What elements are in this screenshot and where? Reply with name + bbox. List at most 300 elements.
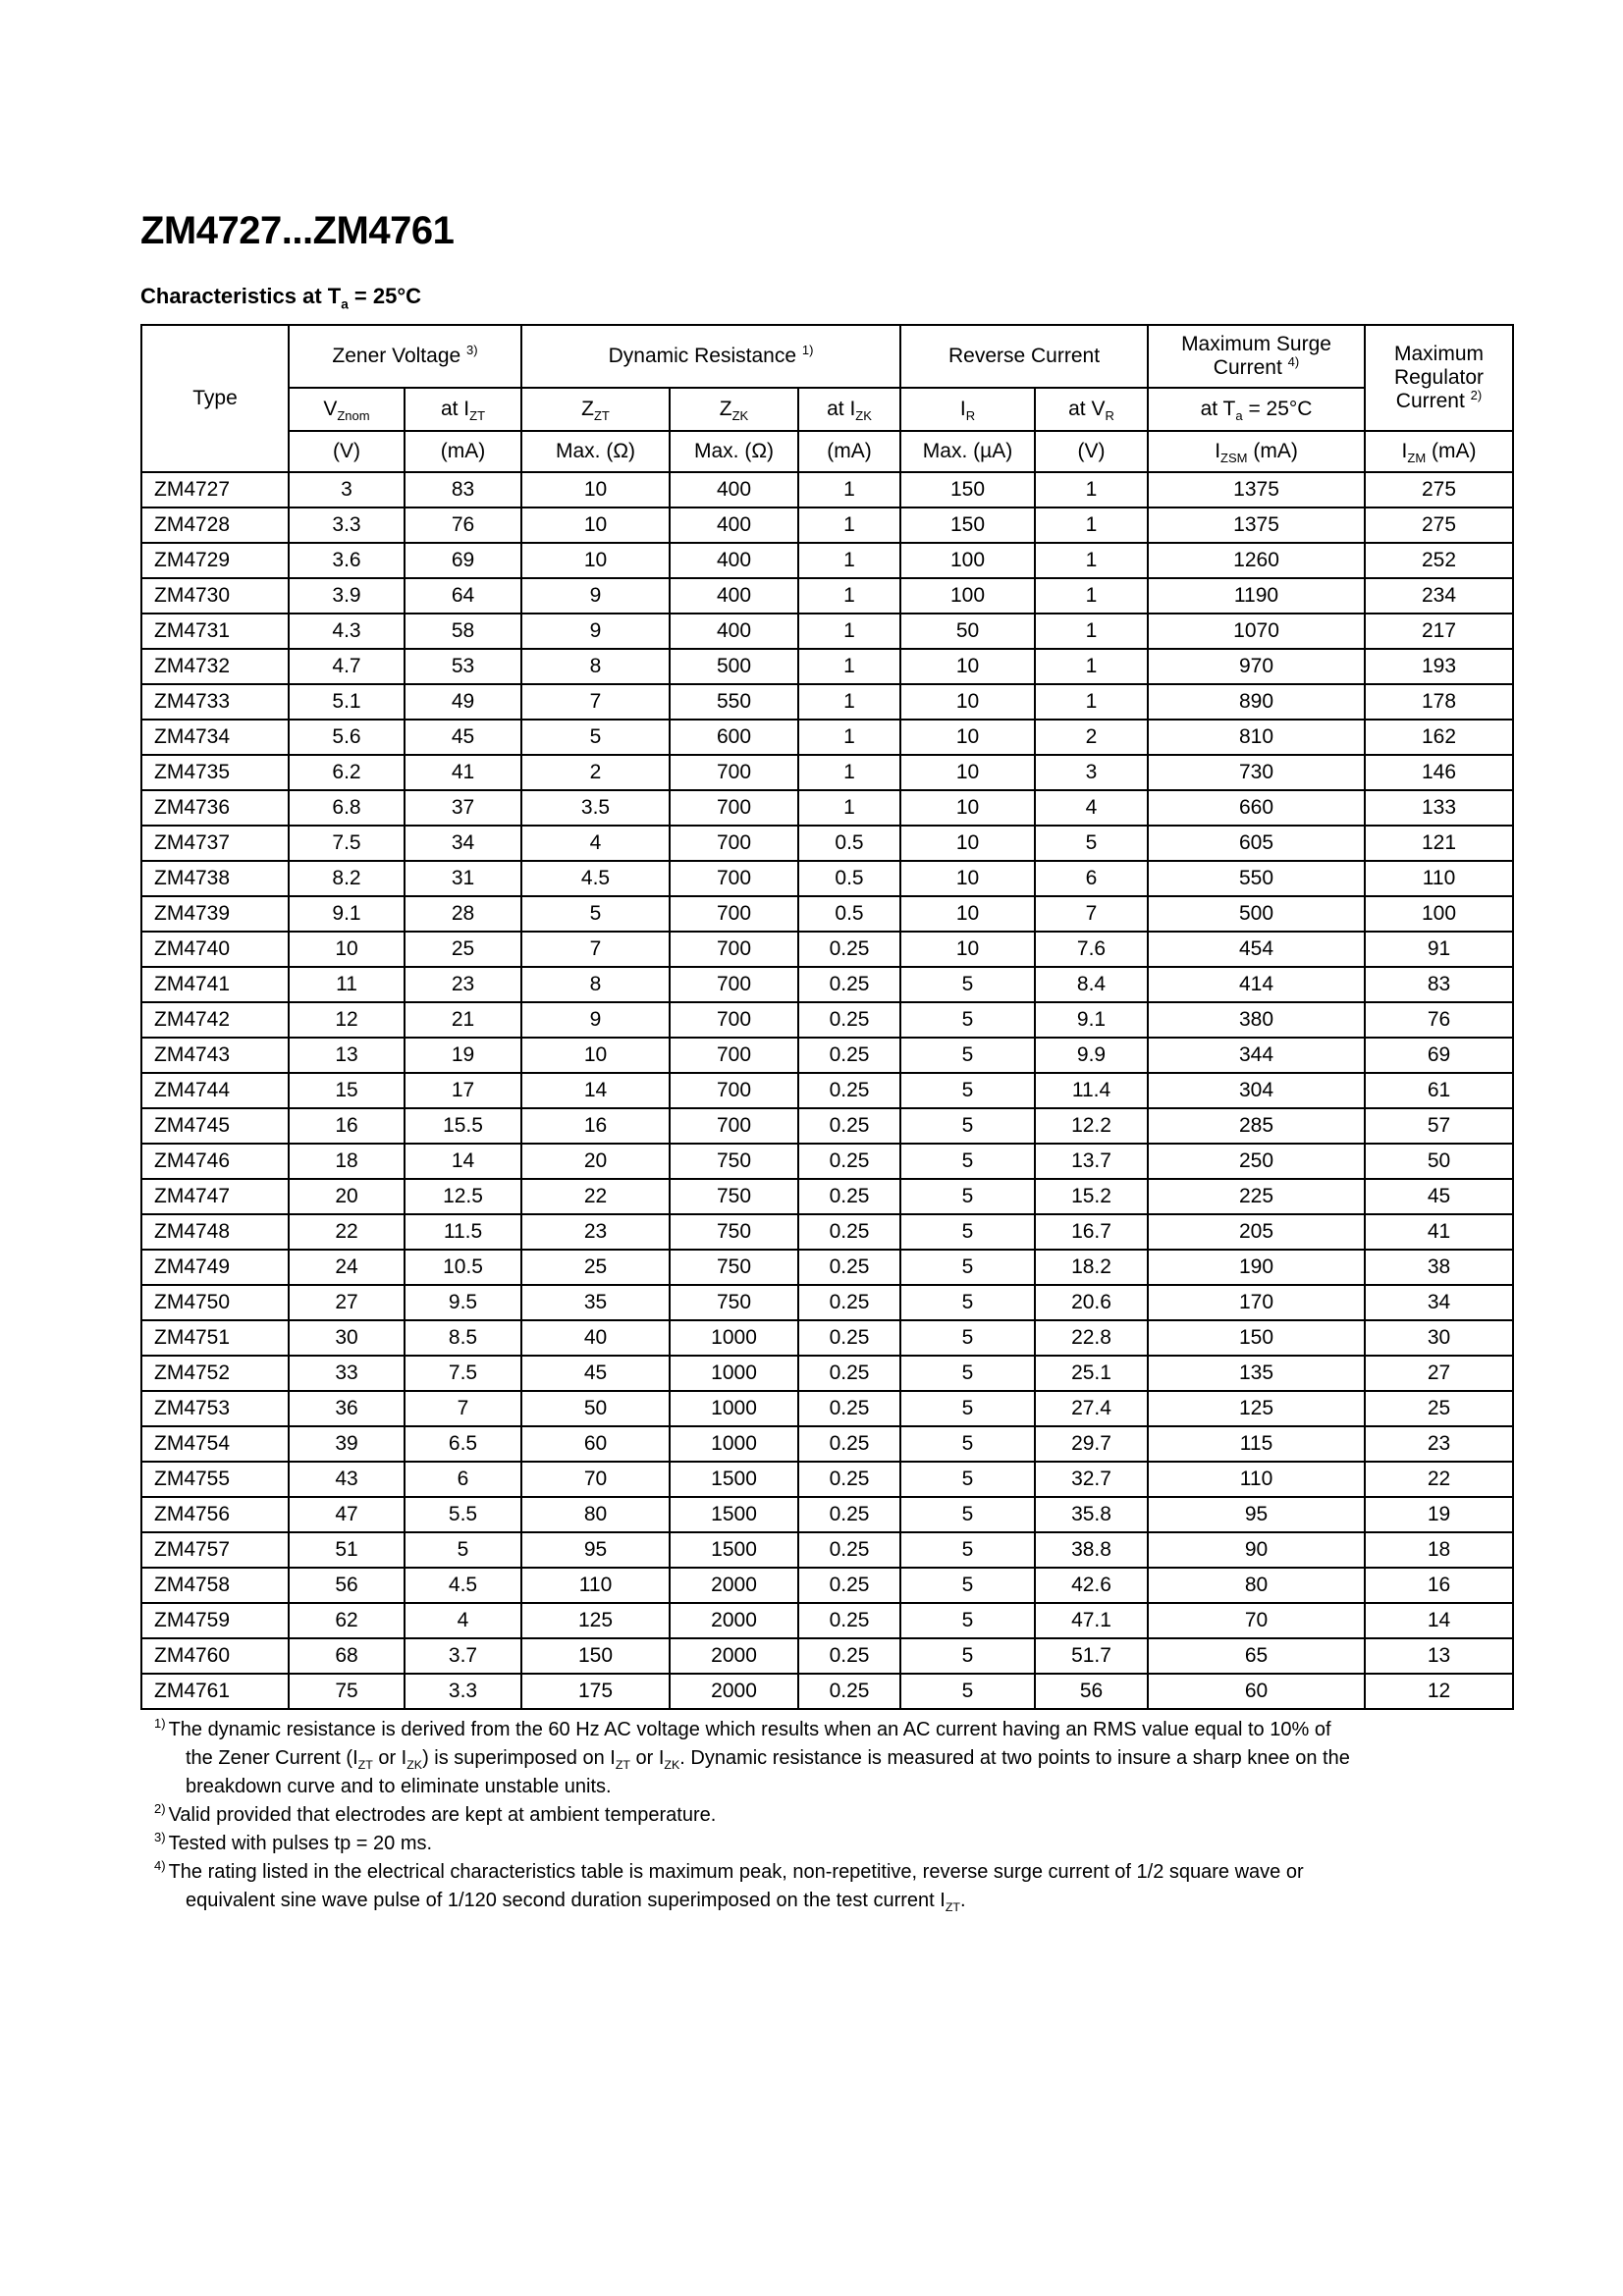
table-row (141, 1568, 1513, 1603)
cell-at-izt: 6 (405, 1462, 521, 1497)
characteristics-heading: Characteristics at $T_a = 25^\circ C$ (140, 284, 422, 312)
table-row (141, 1532, 1513, 1568)
cell-ir: 10 (900, 932, 1035, 967)
unit-ma-1: (mA) (405, 431, 521, 472)
footnote-text: The dynamic resistance is derived from the 60 Hz AC voltage which results when an AC current having an RMS value equal to 10% of the Zener Current ($I_{ZT}$ or $I_{ZK}$) is superimposed on $I_{ZT}$ or $I_{ZK}$. Dynamic resistance is measured at two points to insure a sharp knee on the breakdown curve and to eliminate unstable units. (168, 1719, 1350, 1797)
cell-at-izk: 0.25 (798, 932, 900, 967)
cell-izm: 146 (1365, 755, 1513, 790)
cell-ir: 5 (900, 1532, 1035, 1568)
cell-at-izk: 0.25 (798, 1638, 900, 1674)
cell-type: ZM4729 (141, 543, 289, 578)
cell-at-izt: 31 (405, 861, 521, 896)
cell-zzt: 4.5 (521, 861, 670, 896)
cell-zzt: 95 (521, 1532, 670, 1568)
cell-at-izt: 37 (405, 790, 521, 826)
cell-izm: 217 (1365, 614, 1513, 649)
cell-izsm: 454 (1148, 932, 1365, 967)
cell-at-izk: 0.25 (798, 1568, 900, 1603)
cell-ir: 10 (900, 861, 1035, 896)
cell-type: ZM4755 (141, 1462, 289, 1497)
cell-izsm: 65 (1148, 1638, 1365, 1674)
cell-ir: 10 (900, 755, 1035, 790)
cell-at-izk: 0.25 (798, 1285, 900, 1320)
cell-vznom: 56 (289, 1568, 405, 1603)
cell-ir: 5 (900, 1391, 1035, 1426)
cell-at-izk: 0.25 (798, 1391, 900, 1426)
cell-type: ZM4731 (141, 614, 289, 649)
cell-at-izt: 12.5 (405, 1179, 521, 1214)
cell-type: ZM4749 (141, 1250, 289, 1285)
cell-izsm: 250 (1148, 1144, 1365, 1179)
cell-izm: 110 (1365, 861, 1513, 896)
footnote-marker: 2) (154, 1801, 166, 1817)
cell-at-vr: 32.7 (1035, 1462, 1148, 1497)
cell-zzk: 400 (670, 543, 798, 578)
cell-zzt: 3.5 (521, 790, 670, 826)
cell-vznom: 6.2 (289, 755, 405, 790)
cell-zzk: 2000 (670, 1638, 798, 1674)
cell-vznom: 3.3 (289, 507, 405, 543)
footnote-4 (140, 1858, 1517, 1915)
cell-at-izk: 0.25 (798, 1002, 900, 1038)
cell-type: ZM4752 (141, 1356, 289, 1391)
cell-izsm: 135 (1148, 1356, 1365, 1391)
cell-zzt: 10 (521, 472, 670, 507)
table-row (141, 578, 1513, 614)
cell-vznom: 8.2 (289, 861, 405, 896)
cell-vznom: 10 (289, 932, 405, 967)
cell-at-vr: 9.1 (1035, 1002, 1148, 1038)
cell-at-izt: 11.5 (405, 1214, 521, 1250)
cell-izsm: 730 (1148, 755, 1365, 790)
cell-izm: 100 (1365, 896, 1513, 932)
cell-at-izk: 0.25 (798, 1356, 900, 1391)
cell-at-vr: 47.1 (1035, 1603, 1148, 1638)
cell-at-izt: 76 (405, 507, 521, 543)
cell-zzt: 22 (521, 1179, 670, 1214)
cell-type: ZM4736 (141, 790, 289, 826)
cell-ir: 150 (900, 507, 1035, 543)
cell-at-vr: 18.2 (1035, 1250, 1148, 1285)
cell-at-vr: 51.7 (1035, 1638, 1148, 1674)
cell-at-izt: 64 (405, 578, 521, 614)
cell-type: ZM4747 (141, 1179, 289, 1214)
cell-izm: 19 (1365, 1497, 1513, 1532)
cell-ir: 5 (900, 1038, 1035, 1073)
cell-at-izk: 1 (798, 684, 900, 720)
subheader-ir: $I_R$ (900, 388, 1035, 431)
cell-at-vr: 27.4 (1035, 1391, 1148, 1426)
cell-izm: 76 (1365, 1002, 1513, 1038)
cell-izm: 162 (1365, 720, 1513, 755)
cell-zzt: 150 (521, 1638, 670, 1674)
cell-at-vr: 42.6 (1035, 1568, 1148, 1603)
cell-at-vr: 1 (1035, 507, 1148, 543)
footnote-3 (140, 1830, 1517, 1858)
cell-at-izt: 41 (405, 755, 521, 790)
footnote-text: Valid provided that electrodes are kept at ambient temperature. (168, 1804, 717, 1826)
cell-zzt: 50 (521, 1391, 670, 1426)
cell-vznom: 4.3 (289, 614, 405, 649)
cell-at-vr: 7 (1035, 896, 1148, 932)
table-row (141, 720, 1513, 755)
subheader-vznom: $V_{Znom}$ (289, 388, 405, 431)
cell-at-izt: 15.5 (405, 1108, 521, 1144)
cell-izsm: 225 (1148, 1179, 1365, 1214)
unit-ma-2: (mA) (798, 431, 900, 472)
table-row (141, 967, 1513, 1002)
cell-vznom: 3.9 (289, 578, 405, 614)
cell-at-vr: 20.6 (1035, 1285, 1148, 1320)
cell-izm: 38 (1365, 1250, 1513, 1285)
part-number-title: ZM4727...ZM4761 (140, 209, 455, 252)
cell-at-vr: 13.7 (1035, 1144, 1148, 1179)
cell-izsm: 344 (1148, 1038, 1365, 1073)
table-row (141, 1426, 1513, 1462)
cell-vznom: 9.1 (289, 896, 405, 932)
cell-izsm: 810 (1148, 720, 1365, 755)
cell-at-izk: 1 (798, 507, 900, 543)
cell-ir: 10 (900, 720, 1035, 755)
cell-at-izt: 9.5 (405, 1285, 521, 1320)
cell-type: ZM4744 (141, 1073, 289, 1108)
cell-at-izt: 83 (405, 472, 521, 507)
cell-vznom: 39 (289, 1426, 405, 1462)
cell-vznom: 75 (289, 1674, 405, 1709)
cell-zzk: 2000 (670, 1603, 798, 1638)
table-row (141, 1674, 1513, 1709)
cell-izm: 275 (1365, 472, 1513, 507)
cell-zzt: 9 (521, 614, 670, 649)
cell-vznom: 30 (289, 1320, 405, 1356)
table-row (141, 861, 1513, 896)
cell-at-izk: 0.25 (798, 1250, 900, 1285)
cell-at-vr: 1 (1035, 578, 1148, 614)
cell-at-izt: 34 (405, 826, 521, 861)
cell-at-vr: 29.7 (1035, 1426, 1148, 1462)
cell-izm: 18 (1365, 1532, 1513, 1568)
cell-izsm: 500 (1148, 896, 1365, 932)
table-row (141, 755, 1513, 790)
table-row (141, 649, 1513, 684)
cell-izm: 91 (1365, 932, 1513, 967)
cell-at-vr: 1 (1035, 543, 1148, 578)
cell-at-izk: 1 (798, 614, 900, 649)
cell-vznom: 47 (289, 1497, 405, 1532)
cell-ir: 50 (900, 614, 1035, 649)
cell-izm: 23 (1365, 1426, 1513, 1462)
cell-izsm: 304 (1148, 1073, 1365, 1108)
cell-izm: 30 (1365, 1320, 1513, 1356)
cell-at-izk: 0.25 (798, 1674, 900, 1709)
cell-at-izk: 1 (798, 790, 900, 826)
cell-zzk: 1000 (670, 1391, 798, 1426)
table-row (141, 1144, 1513, 1179)
cell-at-izk: 0.25 (798, 1497, 900, 1532)
cell-izm: 34 (1365, 1285, 1513, 1320)
cell-ir: 5 (900, 1356, 1035, 1391)
cell-at-izt: 25 (405, 932, 521, 967)
cell-at-izt: 58 (405, 614, 521, 649)
table-row (141, 507, 1513, 543)
footnote-2 (140, 1801, 1517, 1830)
table-row (141, 1073, 1513, 1108)
cell-izm: 234 (1365, 578, 1513, 614)
cell-type: ZM4732 (141, 649, 289, 684)
cell-type: ZM4751 (141, 1320, 289, 1356)
header-zener-voltage: Zener Voltage $^{3)}$ (289, 325, 521, 388)
cell-izm: 193 (1365, 649, 1513, 684)
cell-vznom: 43 (289, 1462, 405, 1497)
cell-vznom: 6.8 (289, 790, 405, 826)
subheader-at-izk: at $I_{ZK}$ (798, 388, 900, 431)
cell-zzt: 110 (521, 1568, 670, 1603)
cell-zzk: 700 (670, 1108, 798, 1144)
cell-vznom: 12 (289, 1002, 405, 1038)
cell-at-izt: 3.3 (405, 1674, 521, 1709)
cell-type: ZM4740 (141, 932, 289, 967)
header-max-surge-current: Maximum Surge Current $^{4)}$ (1148, 325, 1365, 388)
cell-izm: 13 (1365, 1638, 1513, 1674)
cell-at-izt: 5.5 (405, 1497, 521, 1532)
cell-zzk: 700 (670, 967, 798, 1002)
cell-at-izt: 7 (405, 1391, 521, 1426)
cell-ir: 10 (900, 826, 1035, 861)
cell-zzt: 16 (521, 1108, 670, 1144)
cell-type: ZM4737 (141, 826, 289, 861)
cell-at-izt: 49 (405, 684, 521, 720)
cell-type: ZM4742 (141, 1002, 289, 1038)
cell-izsm: 1375 (1148, 507, 1365, 543)
cell-type: ZM4728 (141, 507, 289, 543)
cell-zzk: 750 (670, 1214, 798, 1250)
cell-izm: 22 (1365, 1462, 1513, 1497)
cell-izsm: 95 (1148, 1497, 1365, 1532)
cell-izm: 27 (1365, 1356, 1513, 1391)
cell-zzk: 400 (670, 614, 798, 649)
cell-vznom: 3 (289, 472, 405, 507)
table-row (141, 1391, 1513, 1426)
cell-zzt: 7 (521, 932, 670, 967)
table-row (141, 1108, 1513, 1144)
cell-type: ZM4748 (141, 1214, 289, 1250)
table-row (141, 684, 1513, 720)
header-type: Type (141, 325, 289, 472)
cell-zzt: 45 (521, 1356, 670, 1391)
cell-zzk: 1000 (670, 1426, 798, 1462)
cell-izsm: 1190 (1148, 578, 1365, 614)
cell-izm: 16 (1365, 1568, 1513, 1603)
cell-zzk: 1500 (670, 1462, 798, 1497)
table-row (141, 1638, 1513, 1674)
cell-vznom: 68 (289, 1638, 405, 1674)
cell-zzt: 80 (521, 1497, 670, 1532)
cell-at-vr: 12.2 (1035, 1108, 1148, 1144)
cell-type: ZM4754 (141, 1426, 289, 1462)
cell-vznom: 3.6 (289, 543, 405, 578)
cell-at-izk: 1 (798, 649, 900, 684)
footnotes (140, 1716, 1517, 1915)
cell-zzk: 600 (670, 720, 798, 755)
table-row (141, 1462, 1513, 1497)
cell-at-izt: 19 (405, 1038, 521, 1073)
cell-at-izt: 5 (405, 1532, 521, 1568)
unit-v-2: (V) (1035, 431, 1148, 472)
cell-ir: 100 (900, 543, 1035, 578)
cell-at-vr: 9.9 (1035, 1038, 1148, 1073)
cell-at-izt: 3.7 (405, 1638, 521, 1674)
table-row (141, 1285, 1513, 1320)
cell-izsm: 550 (1148, 861, 1365, 896)
table-row (141, 1038, 1513, 1073)
table-header (141, 325, 1513, 472)
cell-izsm: 890 (1148, 684, 1365, 720)
table-body (141, 472, 1513, 1709)
cell-izsm: 1070 (1148, 614, 1365, 649)
cell-zzk: 400 (670, 507, 798, 543)
footnote-marker: 1) (154, 1716, 166, 1732)
table-row (141, 896, 1513, 932)
cell-at-izt: 8.5 (405, 1320, 521, 1356)
cell-izsm: 80 (1148, 1568, 1365, 1603)
cell-at-vr: 4 (1035, 790, 1148, 826)
cell-at-vr: 5 (1035, 826, 1148, 861)
cell-vznom: 5.1 (289, 684, 405, 720)
unit-izsm: $I_{ZSM}$ (mA) (1148, 431, 1365, 472)
cell-izsm: 70 (1148, 1603, 1365, 1638)
footnote-marker: 4) (154, 1858, 166, 1874)
table-row (141, 1179, 1513, 1214)
cell-type: ZM4734 (141, 720, 289, 755)
cell-zzt: 20 (521, 1144, 670, 1179)
cell-izsm: 125 (1148, 1391, 1365, 1426)
subheader-zzk: $Z_{ZK}$ (670, 388, 798, 431)
cell-type: ZM4743 (141, 1038, 289, 1073)
cell-at-izt: 23 (405, 967, 521, 1002)
table-row (141, 472, 1513, 507)
cell-at-izt: 45 (405, 720, 521, 755)
cell-izm: 69 (1365, 1038, 1513, 1073)
cell-zzk: 1000 (670, 1320, 798, 1356)
cell-zzk: 700 (670, 1038, 798, 1073)
cell-zzt: 10 (521, 543, 670, 578)
cell-zzk: 500 (670, 649, 798, 684)
cell-izsm: 1260 (1148, 543, 1365, 578)
cell-zzk: 700 (670, 755, 798, 790)
cell-izm: 275 (1365, 507, 1513, 543)
cell-ir: 5 (900, 1568, 1035, 1603)
cell-at-vr: 1 (1035, 684, 1148, 720)
cell-izm: 252 (1365, 543, 1513, 578)
cell-izm: 57 (1365, 1108, 1513, 1144)
cell-zzt: 9 (521, 578, 670, 614)
cell-vznom: 11 (289, 967, 405, 1002)
cell-zzk: 550 (670, 684, 798, 720)
cell-at-izk: 1 (798, 578, 900, 614)
table-row (141, 826, 1513, 861)
cell-type: ZM4759 (141, 1603, 289, 1638)
cell-type: ZM4760 (141, 1638, 289, 1674)
cell-type: ZM4746 (141, 1144, 289, 1179)
header-dynamic-resistance: Dynamic Resistance $^{1)}$ (521, 325, 900, 388)
cell-at-izk: 0.25 (798, 1038, 900, 1073)
table-row (141, 1603, 1513, 1638)
cell-at-izt: 69 (405, 543, 521, 578)
cell-izsm: 150 (1148, 1320, 1365, 1356)
table-row (141, 543, 1513, 578)
cell-at-vr: 7.6 (1035, 932, 1148, 967)
cell-izsm: 605 (1148, 826, 1365, 861)
footnote-1 (140, 1716, 1517, 1801)
cell-zzt: 175 (521, 1674, 670, 1709)
cell-at-izk: 0.5 (798, 896, 900, 932)
cell-ir: 5 (900, 1426, 1035, 1462)
cell-izsm: 110 (1148, 1462, 1365, 1497)
cell-izm: 12 (1365, 1674, 1513, 1709)
cell-vznom: 16 (289, 1108, 405, 1144)
cell-at-izt: 17 (405, 1073, 521, 1108)
cell-vznom: 20 (289, 1179, 405, 1214)
cell-at-izk: 1 (798, 472, 900, 507)
cell-zzk: 700 (670, 932, 798, 967)
cell-type: ZM4730 (141, 578, 289, 614)
cell-ir: 5 (900, 1073, 1035, 1108)
cell-zzt: 5 (521, 720, 670, 755)
cell-at-izk: 0.25 (798, 1603, 900, 1638)
cell-at-izk: 0.25 (798, 1108, 900, 1144)
cell-zzk: 750 (670, 1250, 798, 1285)
cell-izsm: 90 (1148, 1532, 1365, 1568)
cell-ir: 10 (900, 684, 1035, 720)
cell-zzk: 1000 (670, 1356, 798, 1391)
cell-ir: 5 (900, 1603, 1035, 1638)
cell-zzt: 25 (521, 1250, 670, 1285)
cell-vznom: 33 (289, 1356, 405, 1391)
table-row (141, 1250, 1513, 1285)
characteristics-table (140, 324, 1514, 1710)
cell-at-vr: 38.8 (1035, 1532, 1148, 1568)
cell-zzk: 700 (670, 826, 798, 861)
cell-at-vr: 6 (1035, 861, 1148, 896)
cell-at-vr: 1 (1035, 614, 1148, 649)
cell-at-izk: 0.25 (798, 1320, 900, 1356)
cell-zzt: 9 (521, 1002, 670, 1038)
table-row (141, 1497, 1513, 1532)
cell-at-vr: 2 (1035, 720, 1148, 755)
cell-at-vr: 15.2 (1035, 1179, 1148, 1214)
unit-max-ua: Max. (µA) (900, 431, 1035, 472)
cell-ir: 5 (900, 1179, 1035, 1214)
footnote-text: Tested with pulses tp = 20 ms. (168, 1833, 433, 1854)
cell-at-vr: 16.7 (1035, 1214, 1148, 1250)
cell-zzk: 750 (670, 1144, 798, 1179)
cell-ir: 10 (900, 896, 1035, 932)
cell-vznom: 18 (289, 1144, 405, 1179)
cell-type: ZM4756 (141, 1497, 289, 1532)
cell-ir: 5 (900, 1285, 1035, 1320)
cell-type: ZM4758 (141, 1568, 289, 1603)
cell-type: ZM4745 (141, 1108, 289, 1144)
cell-zzk: 750 (670, 1179, 798, 1214)
cell-at-izk: 0.5 (798, 861, 900, 896)
cell-zzt: 70 (521, 1462, 670, 1497)
cell-ir: 5 (900, 1144, 1035, 1179)
cell-zzk: 1500 (670, 1497, 798, 1532)
cell-vznom: 24 (289, 1250, 405, 1285)
cell-at-izt: 14 (405, 1144, 521, 1179)
cell-ir: 100 (900, 578, 1035, 614)
table-row (141, 1214, 1513, 1250)
